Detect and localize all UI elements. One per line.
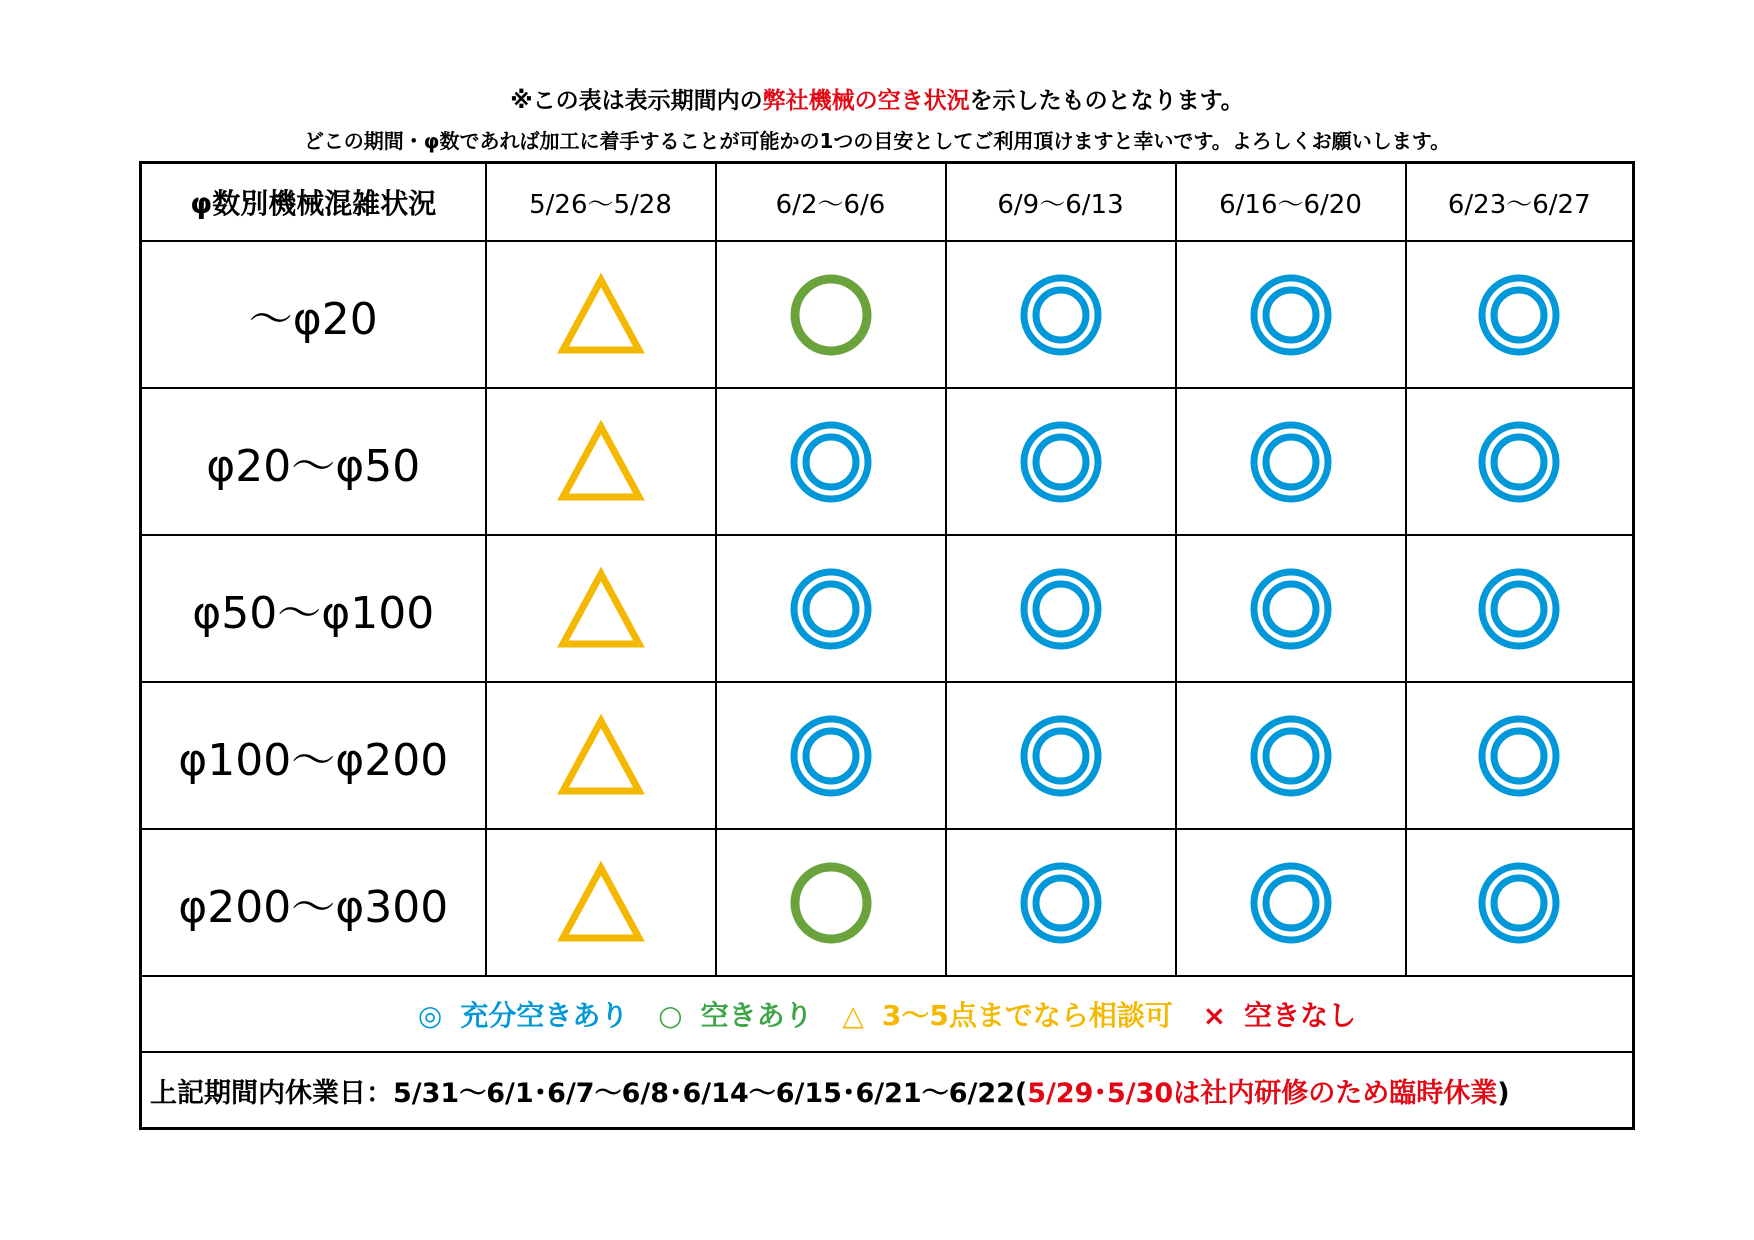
intro-line-1-end: を示したものとなります。 xyxy=(969,88,1244,114)
legend xyxy=(141,976,1634,1052)
intro-line-2: どこの期間・φ数であれば加工に着手することが可能かの1つの目安としてご利用頂けますと幸いです。よろしくお願いします。 xyxy=(303,129,1451,153)
table-row xyxy=(141,682,1634,829)
holiday-note xyxy=(141,1052,1634,1129)
circle-icon xyxy=(786,270,876,360)
intro-line-1-highlight: 弊社機械の空き状況 xyxy=(762,88,970,114)
status-cell xyxy=(716,535,946,682)
table-row xyxy=(141,388,1634,535)
double-circle-icon xyxy=(1246,270,1336,360)
diameter-label: φ20～φ50 xyxy=(141,388,486,535)
double-circle-icon xyxy=(786,564,876,654)
status-cell xyxy=(486,829,716,976)
status-cell xyxy=(946,829,1176,976)
legend-row xyxy=(141,976,1634,1052)
double-circle-icon xyxy=(1474,711,1564,801)
status-cell xyxy=(486,388,716,535)
legend-label: 空きなし xyxy=(1244,999,1357,1032)
status-cell xyxy=(946,682,1176,829)
status-cell xyxy=(716,829,946,976)
intro-line-1-start: ※この表は表示期間内の xyxy=(510,88,763,114)
cross-icon: × xyxy=(1202,999,1227,1032)
status-cell xyxy=(1176,829,1406,976)
corner-header: φ数別機械混雑状況 xyxy=(141,163,486,242)
intro-line-1 xyxy=(0,86,1754,116)
triangle-icon: △ xyxy=(842,999,864,1032)
legend-item-none xyxy=(1203,994,1356,1034)
holiday-dates: 上記期間内休業日：5/31～6/1･6/7～6/8･6/14～6/15･6/21～6/22( xyxy=(150,1077,1028,1109)
double-circle-icon xyxy=(1246,564,1336,654)
status-cell xyxy=(1406,682,1634,829)
double-circle-icon xyxy=(1016,417,1106,507)
double-circle-icon xyxy=(1246,858,1336,948)
status-cell xyxy=(716,682,946,829)
status-cell xyxy=(1406,829,1634,976)
status-cell xyxy=(1406,388,1634,535)
holiday-close-paren: ) xyxy=(1497,1077,1510,1109)
legend-item-available xyxy=(658,994,812,1034)
double-circle-icon xyxy=(786,711,876,801)
double-circle-icon xyxy=(1016,564,1106,654)
status-cell xyxy=(486,241,716,388)
status-cell xyxy=(1176,535,1406,682)
status-cell xyxy=(946,535,1176,682)
double-circle-icon xyxy=(1474,270,1564,360)
double-circle-icon xyxy=(1246,417,1336,507)
double-circle-icon: ◎ xyxy=(417,999,443,1032)
status-cell xyxy=(716,388,946,535)
period-header: 6/9～6/13 xyxy=(946,163,1176,242)
double-circle-icon xyxy=(786,417,876,507)
status-cell xyxy=(486,535,716,682)
status-cell xyxy=(716,241,946,388)
table-row xyxy=(141,829,1634,976)
status-cell xyxy=(1176,241,1406,388)
diameter-label: φ200～φ300 xyxy=(141,829,486,976)
double-circle-icon xyxy=(1016,711,1106,801)
period-header: 6/16～6/20 xyxy=(1176,163,1406,242)
diameter-label: φ50～φ100 xyxy=(141,535,486,682)
double-circle-icon xyxy=(1474,858,1564,948)
holiday-special-note: 5/29･5/30は社内研修のため臨時休業 xyxy=(1027,1077,1498,1109)
circle-icon: ○ xyxy=(658,999,683,1032)
double-circle-icon xyxy=(1246,711,1336,801)
status-cell xyxy=(946,388,1176,535)
triangle-icon xyxy=(556,711,646,801)
legend-label: 充分空きあり xyxy=(460,999,629,1032)
triangle-icon xyxy=(556,564,646,654)
status-cell xyxy=(1406,241,1634,388)
status-cell xyxy=(946,241,1176,388)
header-row xyxy=(141,163,1634,242)
legend-item-plenty xyxy=(418,994,628,1034)
status-cell xyxy=(1176,388,1406,535)
triangle-icon xyxy=(556,417,646,507)
triangle-icon xyxy=(556,270,646,360)
triangle-icon xyxy=(556,858,646,948)
table-row xyxy=(141,241,1634,388)
machine-availability-table xyxy=(139,161,1635,1130)
double-circle-icon xyxy=(1016,270,1106,360)
status-cell xyxy=(1176,682,1406,829)
period-header: 6/2～6/6 xyxy=(716,163,946,242)
legend-item-consult xyxy=(842,994,1173,1034)
diameter-label: φ100～φ200 xyxy=(141,682,486,829)
period-header: 6/23～6/27 xyxy=(1406,163,1634,242)
status-cell xyxy=(486,682,716,829)
holiday-row xyxy=(141,1052,1634,1129)
double-circle-icon xyxy=(1474,564,1564,654)
double-circle-icon xyxy=(1016,858,1106,948)
table-row xyxy=(141,535,1634,682)
legend-label: 3～5点までなら相談可 xyxy=(881,999,1173,1032)
double-circle-icon xyxy=(1474,417,1564,507)
status-cell xyxy=(1406,535,1634,682)
circle-icon xyxy=(786,858,876,948)
period-header: 5/26～5/28 xyxy=(486,163,716,242)
diameter-label: ～φ20 xyxy=(141,241,486,388)
legend-label: 空きあり xyxy=(700,999,813,1032)
